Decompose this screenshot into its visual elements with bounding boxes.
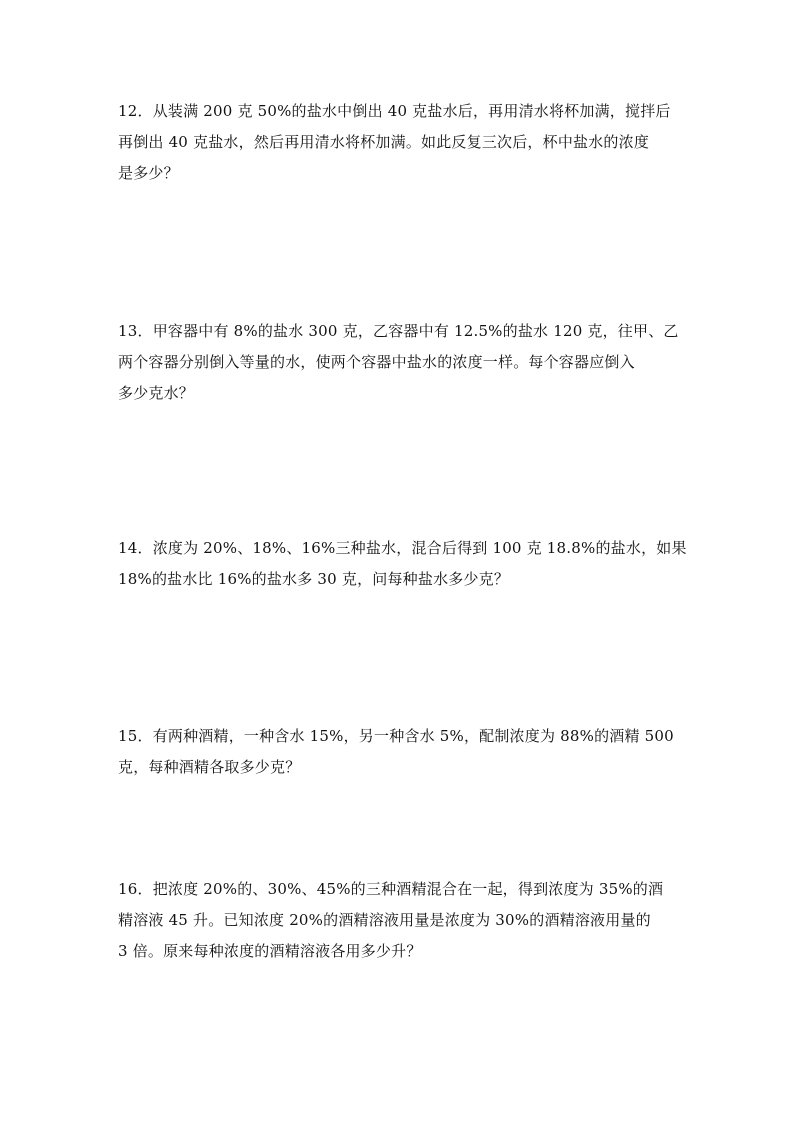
problem-12-line-1: 12．从装满 200 克 50%的盐水中倒出 40 克盐水后，再用清水将杯加满，搅拌后 — [118, 102, 671, 120]
problem-16-line-1: 16．把浓度 20%的、30%、45%的三种酒精混合在一起，得到浓度为 35%的酒 — [118, 880, 664, 898]
problem-12 — [118, 96, 683, 189]
problem-13 — [118, 316, 683, 409]
problem-13-line-1: 13．甲容器中有 8%的盐水 300 克，乙容器中有 12.5%的盐水 120 克，往甲、乙 — [118, 322, 679, 340]
problem-16-line-3: 3 倍。原来每种浓度的酒精溶液各用多少升？ — [118, 942, 422, 960]
problem-15-number: 15． — [118, 727, 153, 745]
problem-14-line-1: 14．浓度为 20%、18%、16%三种盐水，混合后得到 100 克 18.8%的盐水，如果 — [118, 539, 687, 557]
problem-12-line-2: 再倒出 40 克盐水，然后再用清水将杯加满。如此反复三次后，杯中盐水的浓度 — [118, 133, 650, 151]
problem-13-number: 13． — [118, 322, 153, 340]
problem-13-line-2: 两个容器分别倒入等量的水，使两个容器中盐水的浓度一样。每个容器应倒入 — [118, 353, 635, 371]
problem-15 — [118, 721, 683, 783]
problem-15-line-2: 克，每种酒精各取多少克？ — [118, 758, 301, 776]
problem-13-line-3: 多少克水？ — [118, 384, 195, 402]
problem-16 — [118, 874, 683, 967]
problem-14 — [118, 533, 687, 595]
problem-12-line-3: 是多少？ — [118, 164, 179, 182]
problem-16-number: 16． — [118, 880, 153, 898]
problem-15-line-1: 15．有两种酒精，一种含水 15%，另一种含水 5%，配制浓度为 88%的酒精 500 — [118, 727, 674, 745]
problem-12-number: 12． — [118, 102, 153, 120]
problem-14-number: 14． — [118, 539, 153, 557]
problem-16-line-2: 精溶液 45 升。已知浓度 20%的酒精溶液用量是浓度为 30%的酒精溶液用量的 — [118, 911, 651, 929]
problem-14-line-2: 18%的盐水比 16%的盐水多 30 克，问每种盐水多少克？ — [118, 570, 510, 588]
